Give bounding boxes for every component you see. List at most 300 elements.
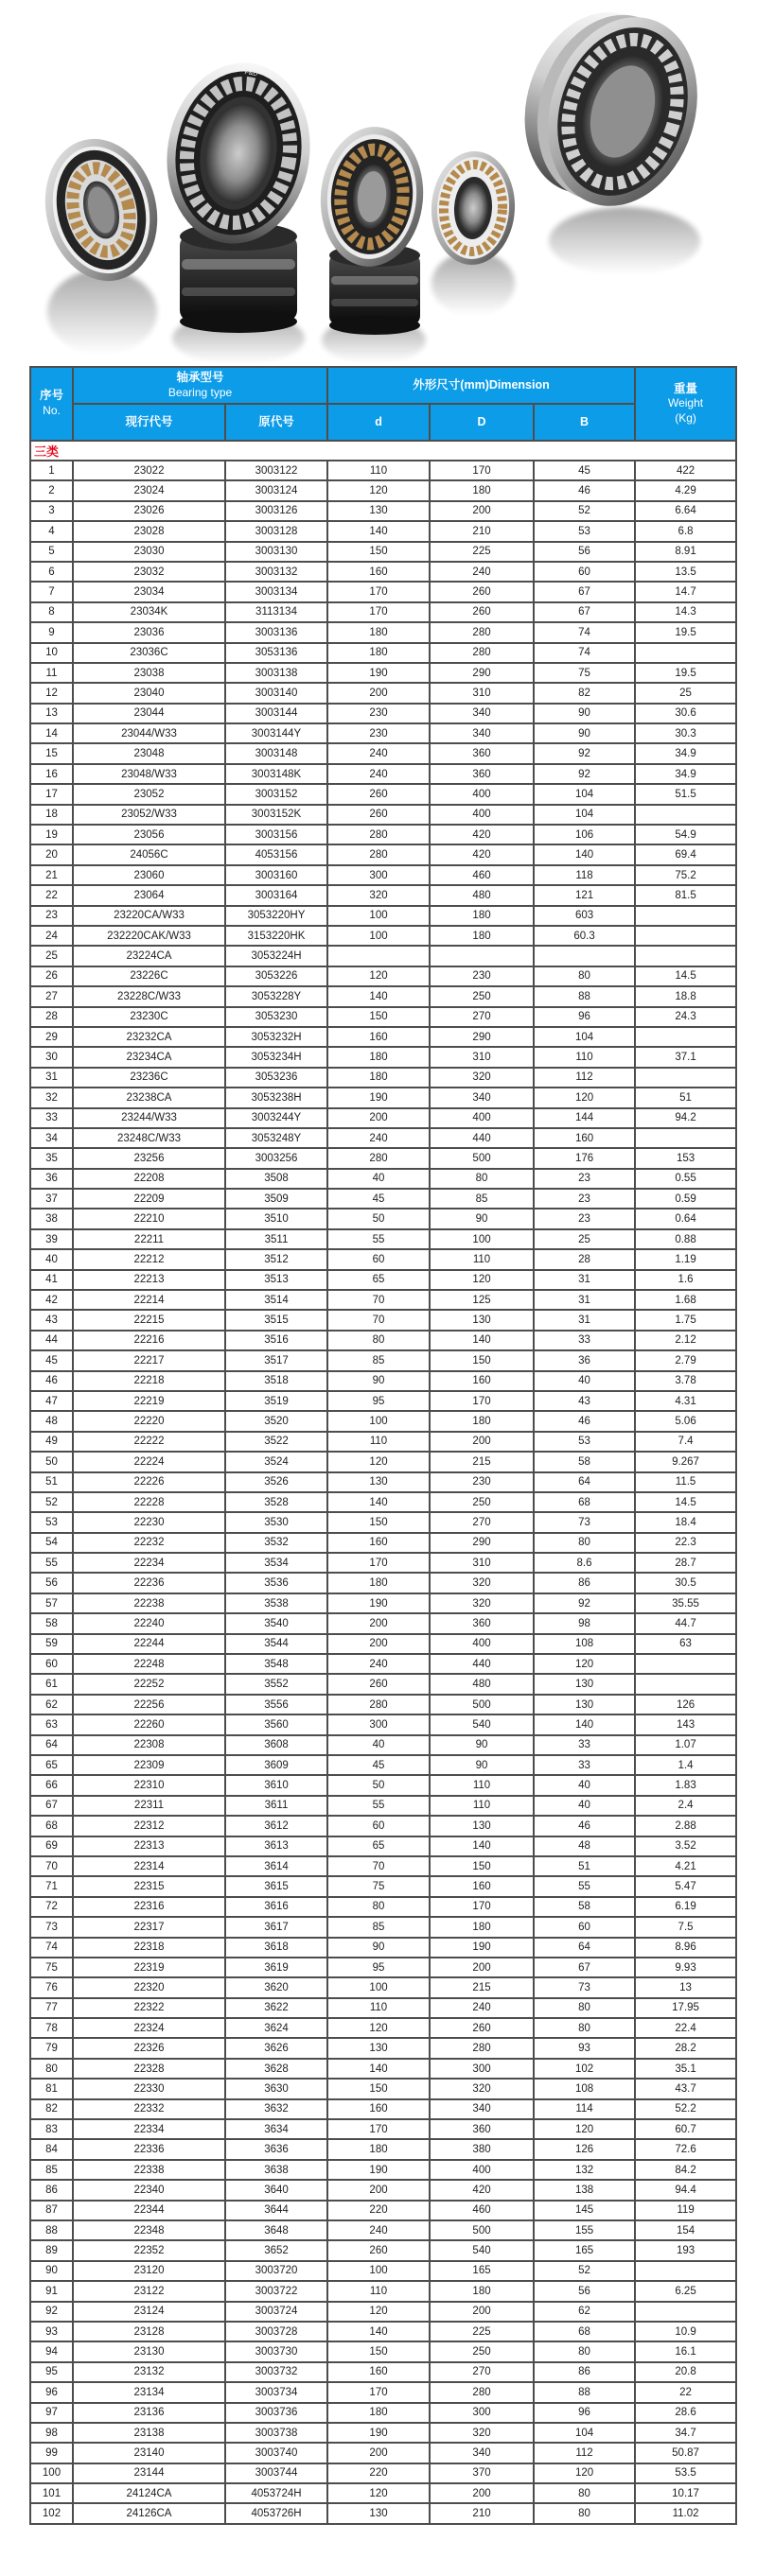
table-row [30,906,736,926]
dim-d: 190 [327,1593,430,1613]
weight: 1.75 [635,1310,736,1330]
dim-B: 88 [534,2382,635,2402]
row-number: 6 [30,562,73,582]
old-code: 3153220HK [225,926,327,946]
table-row [30,643,736,663]
table-row [30,946,736,966]
table-row [30,1836,736,1856]
dim-d: 280 [327,1148,430,1168]
current-code: 23128 [73,2322,225,2341]
dim-B: 23 [534,1209,635,1228]
table-row [30,1958,736,1977]
dim-B: 31 [534,1270,635,1290]
old-code: 3003728 [225,2322,327,2341]
dim-D: 100 [430,1229,534,1249]
table-row [30,1249,736,1269]
old-code: 3053230 [225,1007,327,1027]
dim-d: 45 [327,1189,430,1209]
dim-D: 270 [430,2362,534,2382]
dim-D: 320 [430,1573,534,1593]
dim-B: 25 [534,1229,635,1249]
table-row [30,1027,736,1047]
dim-d: 60 [327,1249,430,1269]
table-row [30,1695,736,1714]
table-row [30,1108,736,1128]
row-number: 57 [30,1593,73,1613]
table-row [30,1452,736,1471]
dim-D: 280 [430,2038,534,2058]
dim-D: 290 [430,1027,534,1047]
dim-d: 120 [327,2483,430,2503]
old-code: 3003128 [225,521,327,541]
table-row [30,1613,736,1633]
current-code: 23028 [73,521,225,541]
old-code: 3514 [225,1290,327,1310]
row-number: 26 [30,966,73,986]
row-number: 23 [30,906,73,926]
dim-D: 340 [430,2443,534,2463]
table-row [30,1856,736,1876]
dim-B: 114 [534,2099,635,2119]
dim-D: 440 [430,1128,534,1148]
table-row [30,723,736,743]
current-code: 23030 [73,542,225,562]
dim-d: 130 [327,501,430,521]
weight: 51 [635,1088,736,1107]
row-number: 49 [30,1432,73,1452]
weight: 8.96 [635,1938,736,1958]
col-header-current-code: 现行代号 [73,404,225,441]
old-code: 3513 [225,1270,327,1290]
col-header-d: d [327,404,430,441]
old-code: 3003160 [225,865,327,885]
dim-D: 260 [430,602,534,622]
dim-d: 220 [327,2201,430,2220]
dim-d: 110 [327,1432,430,1452]
dim-B: 88 [534,986,635,1006]
table-row [30,2079,736,2098]
old-code: 3053220HY [225,906,327,926]
current-code: 22219 [73,1391,225,1411]
dim-d: 240 [327,2220,430,2240]
table-row [30,2463,736,2483]
dim-d: 100 [327,2261,430,2281]
weight: 0.88 [635,1229,736,1249]
dim-D: 215 [430,1452,534,1471]
old-code: 3053228Y [225,986,327,1006]
old-code: 3532 [225,1533,327,1553]
weight: 1.68 [635,1290,736,1310]
dim-D: 360 [430,2119,534,2139]
table-row [30,2018,736,2038]
dim-d: 180 [327,1047,430,1067]
current-code: 22326 [73,2038,225,2058]
dim-D: 200 [430,2483,534,2503]
category-row [30,441,736,461]
dim-B: 82 [534,683,635,703]
dim-B: 73 [534,1512,635,1532]
old-code: 3003164 [225,885,327,905]
dim-d: 120 [327,1452,430,1471]
row-number: 1 [30,461,73,480]
row-number: 16 [30,764,73,784]
old-code: 3530 [225,1512,327,1532]
weight: 51.5 [635,784,736,804]
dim-D: 240 [430,1998,534,2018]
current-code: 22314 [73,1856,225,1876]
table-row [30,1714,736,1734]
old-code: 3511 [225,1229,327,1249]
current-code: 23224CA [73,946,225,966]
current-code: 22209 [73,1189,225,1209]
table-row [30,1411,736,1431]
row-number: 37 [30,1189,73,1209]
dim-D: 320 [430,1068,534,1088]
current-code: 22340 [73,2180,225,2200]
weight: 0.59 [635,1189,736,1209]
table-row [30,1350,736,1370]
dim-d: 170 [327,1553,430,1573]
row-number: 42 [30,1290,73,1310]
row-number: 27 [30,986,73,1006]
row-number: 91 [30,2281,73,2301]
row-number: 55 [30,1553,73,1573]
dim-d: 45 [327,1755,430,1775]
dim-d: 65 [327,1270,430,1290]
weight: 30.6 [635,704,736,723]
old-code: 3634 [225,2119,327,2139]
row-number: 70 [30,1856,73,1876]
weight: 2.88 [635,1816,736,1836]
table-row [30,1977,736,1997]
dim-B: 176 [534,1148,635,1168]
dim-B: 67 [534,602,635,622]
dim-B: 80 [534,2503,635,2523]
dim-D: 200 [430,1958,534,1977]
current-code: 23022 [73,461,225,480]
dim-D: 540 [430,2240,534,2260]
current-code: 22352 [73,2240,225,2260]
dim-d: 160 [327,562,430,582]
weight: 119 [635,2201,736,2220]
table-row [30,1169,736,1189]
dim-D: 280 [430,643,534,663]
table-row [30,885,736,905]
row-number: 3 [30,501,73,521]
weight: 25 [635,683,736,703]
old-code: 3544 [225,1634,327,1654]
dim-B: 64 [534,1938,635,1958]
current-code: 22252 [73,1674,225,1694]
row-number: 19 [30,825,73,844]
row-number: 36 [30,1169,73,1189]
row-number: 72 [30,1897,73,1917]
dim-d: 320 [327,885,430,905]
old-code: 3003138 [225,663,327,683]
dim-D: 250 [430,1492,534,1512]
old-code: 4053724H [225,2483,327,2503]
old-code: 3619 [225,1958,327,1977]
current-code: 23238CA [73,1088,225,1107]
current-code: 23048/W33 [73,764,225,784]
dim-B: 98 [534,1613,635,1633]
weight [635,906,736,926]
table-row [30,966,736,986]
old-code: 3053234H [225,1047,327,1067]
dim-D: 310 [430,683,534,703]
dim-B: 60 [534,562,635,582]
dim-d: 120 [327,2018,430,2038]
table-body [30,441,736,2524]
old-code: 3003732 [225,2362,327,2382]
row-number: 93 [30,2322,73,2341]
weight [635,926,736,946]
dim-B: 40 [534,1796,635,1816]
dim-d: 200 [327,1634,430,1654]
dim-B: 120 [534,1654,635,1674]
dim-D: 110 [430,1249,534,1269]
current-code: 22224 [73,1452,225,1471]
col-header-weight [635,367,736,441]
old-code: 3003148 [225,743,327,763]
dim-B: 40 [534,1775,635,1795]
dim-d: 240 [327,764,430,784]
row-number: 80 [30,2059,73,2079]
dim-D: 360 [430,743,534,763]
dim-d: 220 [327,2463,430,2483]
current-code: 22238 [73,1593,225,1613]
weight: 10.17 [635,2483,736,2503]
weight: 13 [635,1977,736,1997]
col-header-no [30,367,73,441]
row-number: 8 [30,602,73,622]
dim-B: 75 [534,663,635,683]
dim-d: 150 [327,1512,430,1532]
col-header-bearing-type-zh: 轴承型号 [176,370,224,384]
dim-d: 280 [327,844,430,864]
table-row [30,1229,736,1249]
row-number: 84 [30,2139,73,2159]
dim-B: 86 [534,2362,635,2382]
current-code: 22344 [73,2201,225,2220]
table-row [30,2240,736,2260]
header-row-1 [30,367,736,404]
dim-d: 200 [327,1613,430,1633]
weight: 1.4 [635,1755,736,1775]
current-code: 24056C [73,844,225,864]
row-number: 44 [30,1331,73,1350]
table-row [30,764,736,784]
old-code: 3053236 [225,1068,327,1088]
weight: 44.7 [635,1613,736,1633]
old-code: 3003744 [225,2463,327,2483]
dim-B [534,946,635,966]
row-number: 56 [30,1573,73,1593]
row-number: 69 [30,1836,73,1856]
table-row [30,562,736,582]
weight: 9.267 [635,1452,736,1471]
old-code: 3003144 [225,704,327,723]
dim-d: 160 [327,2099,430,2119]
table-row [30,825,736,844]
bearing-top-right [501,0,720,225]
dim-B: 53 [534,521,635,541]
weight: 35.1 [635,2059,736,2079]
bearing-small-right [429,149,518,267]
old-code: 3053224H [225,946,327,966]
dim-B: 74 [534,643,635,663]
dim-B: 80 [534,1998,635,2018]
row-number: 4 [30,521,73,541]
weight: 153 [635,1148,736,1168]
row-number: 67 [30,1796,73,1816]
dim-B: 55 [534,1876,635,1896]
dim-d: 95 [327,1391,430,1411]
dim-B: 165 [534,2240,635,2260]
dim-B: 106 [534,825,635,844]
dim-B: 33 [534,1735,635,1755]
dim-B: 96 [534,1007,635,1027]
old-code: 3638 [225,2160,327,2180]
weight: 154 [635,2220,736,2240]
current-code: 22318 [73,1938,225,1958]
dim-B: 92 [534,1593,635,1613]
dim-d: 280 [327,1695,430,1714]
dim-B: 121 [534,885,635,905]
current-code: 23034K [73,602,225,622]
row-number: 61 [30,1674,73,1694]
current-code: 23232CA [73,1027,225,1047]
old-code: 3053232H [225,1027,327,1047]
row-number: 53 [30,1512,73,1532]
dim-d: 110 [327,461,430,480]
current-code: 23130 [73,2341,225,2361]
table-row [30,986,736,1006]
weight: 34.7 [635,2423,736,2443]
old-code: 3614 [225,1856,327,1876]
dim-B: 46 [534,480,635,500]
dim-d: 190 [327,2423,430,2443]
row-number: 71 [30,1876,73,1896]
current-code: 22348 [73,2220,225,2240]
row-number: 52 [30,1492,73,1512]
weight: 24.3 [635,1007,736,1027]
row-number: 90 [30,2261,73,2281]
dim-B: 23 [534,1189,635,1209]
row-number: 34 [30,1128,73,1148]
table-row [30,1573,736,1593]
weight: 72.6 [635,2139,736,2159]
table-row [30,1553,736,1573]
dim-D: 290 [430,1533,534,1553]
dim-d [327,946,430,966]
weight: 0.55 [635,1169,736,1189]
old-code: 3003720 [225,2261,327,2281]
dim-d: 150 [327,1007,430,1027]
dim-B: 155 [534,2220,635,2240]
old-code: 4053726H [225,2503,327,2523]
dim-d: 85 [327,1917,430,1937]
weight: 2.4 [635,1796,736,1816]
dim-D: 270 [430,1007,534,1027]
row-number: 48 [30,1411,73,1431]
dim-d: 180 [327,1068,430,1088]
old-code: 3630 [225,2079,327,2098]
dim-d: 120 [327,480,430,500]
col-header-weight-en: Weight [667,396,704,410]
table-row [30,622,736,642]
old-code: 3538 [225,1593,327,1613]
dim-d: 160 [327,1533,430,1553]
dim-d: 75 [327,1876,430,1896]
row-number: 25 [30,946,73,966]
table-row [30,1897,736,1917]
table-row [30,663,736,683]
col-header-weight-zh: 重量 [674,381,698,395]
row-number: 30 [30,1047,73,1067]
dim-B: 52 [534,2261,635,2281]
current-code: 22317 [73,1917,225,1937]
dim-B: 86 [534,1573,635,1593]
product-photo [0,0,757,364]
row-number: 31 [30,1068,73,1088]
current-code: 23248C/W33 [73,1128,225,1148]
dim-D: 250 [430,2341,534,2361]
dim-B: 112 [534,2443,635,2463]
table-row [30,2483,736,2503]
dim-B: 80 [534,2018,635,2038]
weight: 75.2 [635,865,736,885]
current-code: 23234CA [73,1047,225,1067]
dim-B: 51 [534,1856,635,1876]
current-code: 22228 [73,1492,225,1512]
dim-D: 200 [430,2302,534,2322]
dim-d: 180 [327,1573,430,1593]
table-row [30,2220,736,2240]
col-header-B: B [534,404,635,441]
current-code: 23134 [73,2382,225,2402]
weight: 2.79 [635,1350,736,1370]
dim-d: 200 [327,2443,430,2463]
old-code: 3053248Y [225,1128,327,1148]
dim-B: 104 [534,805,635,825]
old-code: 3617 [225,1917,327,1937]
dim-B: 74 [534,622,635,642]
row-number: 29 [30,1027,73,1047]
table-row [30,602,736,622]
row-number: 58 [30,1613,73,1633]
dim-D [430,946,534,966]
weight: 35.55 [635,1593,736,1613]
table-row [30,1432,736,1452]
row-number: 92 [30,2302,73,2322]
old-code: 3644 [225,2201,327,2220]
old-code: 3622 [225,1998,327,2018]
weight: 16.1 [635,2341,736,2361]
weight: 126 [635,1695,736,1714]
dim-B: 68 [534,1492,635,1512]
table-row [30,805,736,825]
dim-d: 150 [327,542,430,562]
old-code: 3003152K [225,805,327,825]
dim-D: 160 [430,1371,534,1391]
table-row [30,582,736,601]
weight: 18.4 [635,1512,736,1532]
table-row [30,1998,736,2018]
table-row [30,1310,736,1330]
dim-D: 150 [430,1350,534,1370]
table-row [30,1391,736,1411]
